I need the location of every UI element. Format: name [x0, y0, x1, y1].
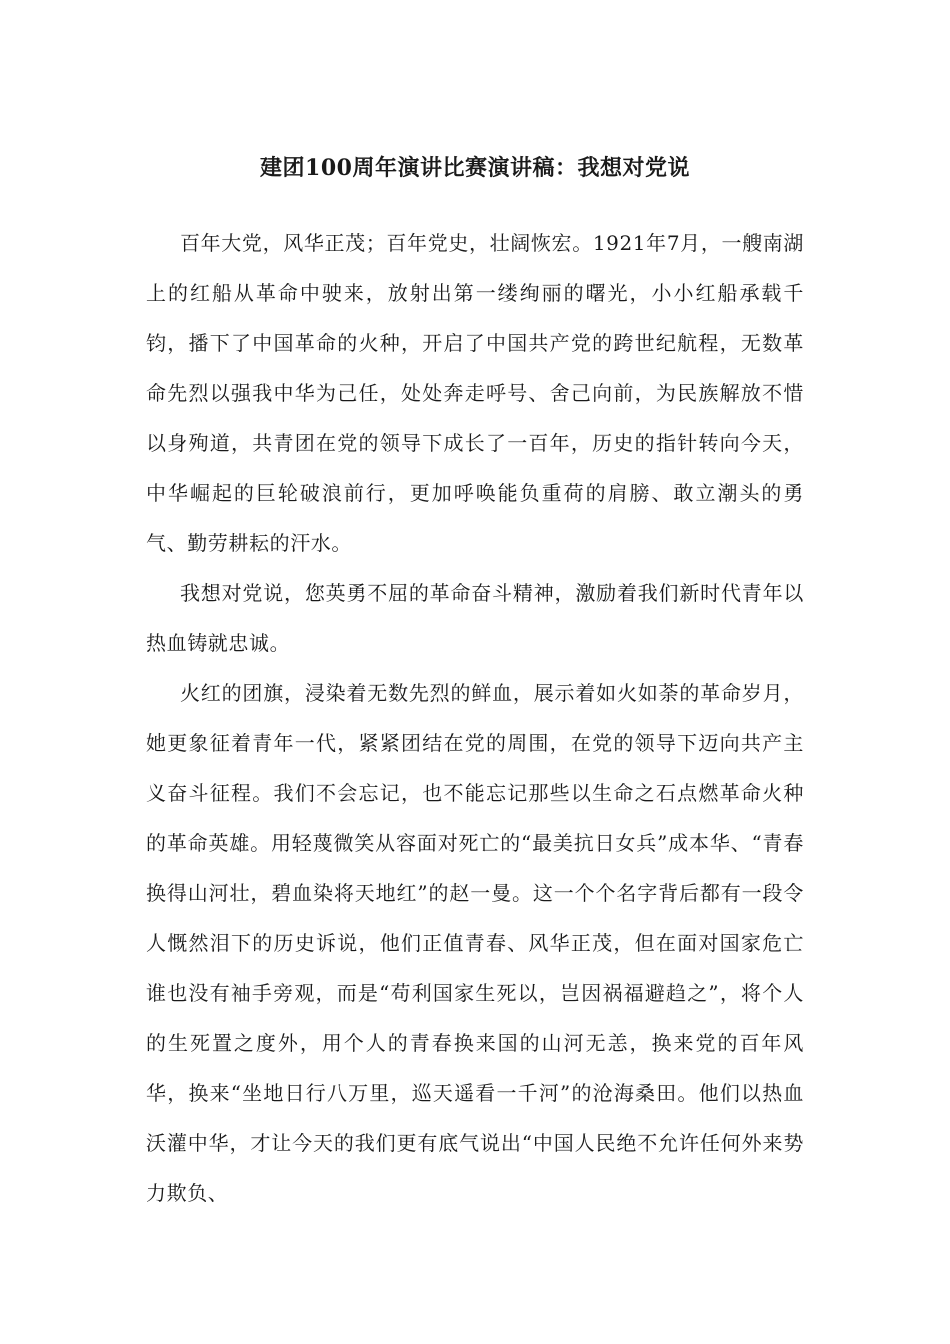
document-title: 建团100周年演讲比赛演讲稿：我想对党说	[260, 155, 690, 181]
paragraph-2: 我想对党说，您英勇不屈的革命奋斗精神，激励着我们新时代青年以热血铸就忠诚。	[146, 581, 804, 655]
paragraph-3: 火红的团旗，浸染着无数先烈的鲜血，展示着如火如荼的革命岁月，她更象征着青年一代，紧紧团结在党的周围，在党的领导下迈向共产主义奋斗征程。我们不会忘记，也不能忘记那些以生命之石点燃革命火种的革命英雄。用轻蔑微笑从容面对死亡的“最美抗日女兵”成本华、“青春换得山河壮，碧血染将天地红”的赵一曼。这一个个名字背后都有一段令人慨然泪下的历史诉说，他们正值青春、风华正茂，但在面对国家危亡谁也没有袖手旁观，而是“苟利国家生死以，岂因祸福避趋之”，将个人的生死置之度外，用个人的青春换来国的山河无恙，换来党的百年风华，换来“坐地日行八万里，巡天遥看一千河”的沧海桑田。他们以热血沃灌中华，才让今天的我们更有底气说出“中国人民绝不允许任何外来势力欺负、	[146, 681, 804, 1205]
document-body	[146, 218, 804, 1218]
paragraph-1: 百年大党，风华正茂；百年党史，壮阔恢宏。1921年7月，一艘南湖上的红船从革命中驶来，放射出第一缕绚丽的曙光，小小红船承载千钧，播下了中国革命的火种，开启了中国共产党的跨世纪航程，无数革命先烈以强我中华为己任，处处奔走呼号、舍己向前，为民族解放不惜以身殉道，共青团在党的领导下成长了一百年，历史的指针转向今天，中华崛起的巨轮破浪前行，更加呼唤能负重荷的肩膀、敢立潮头的勇气、勤劳耕耘的汗水。	[146, 231, 804, 555]
